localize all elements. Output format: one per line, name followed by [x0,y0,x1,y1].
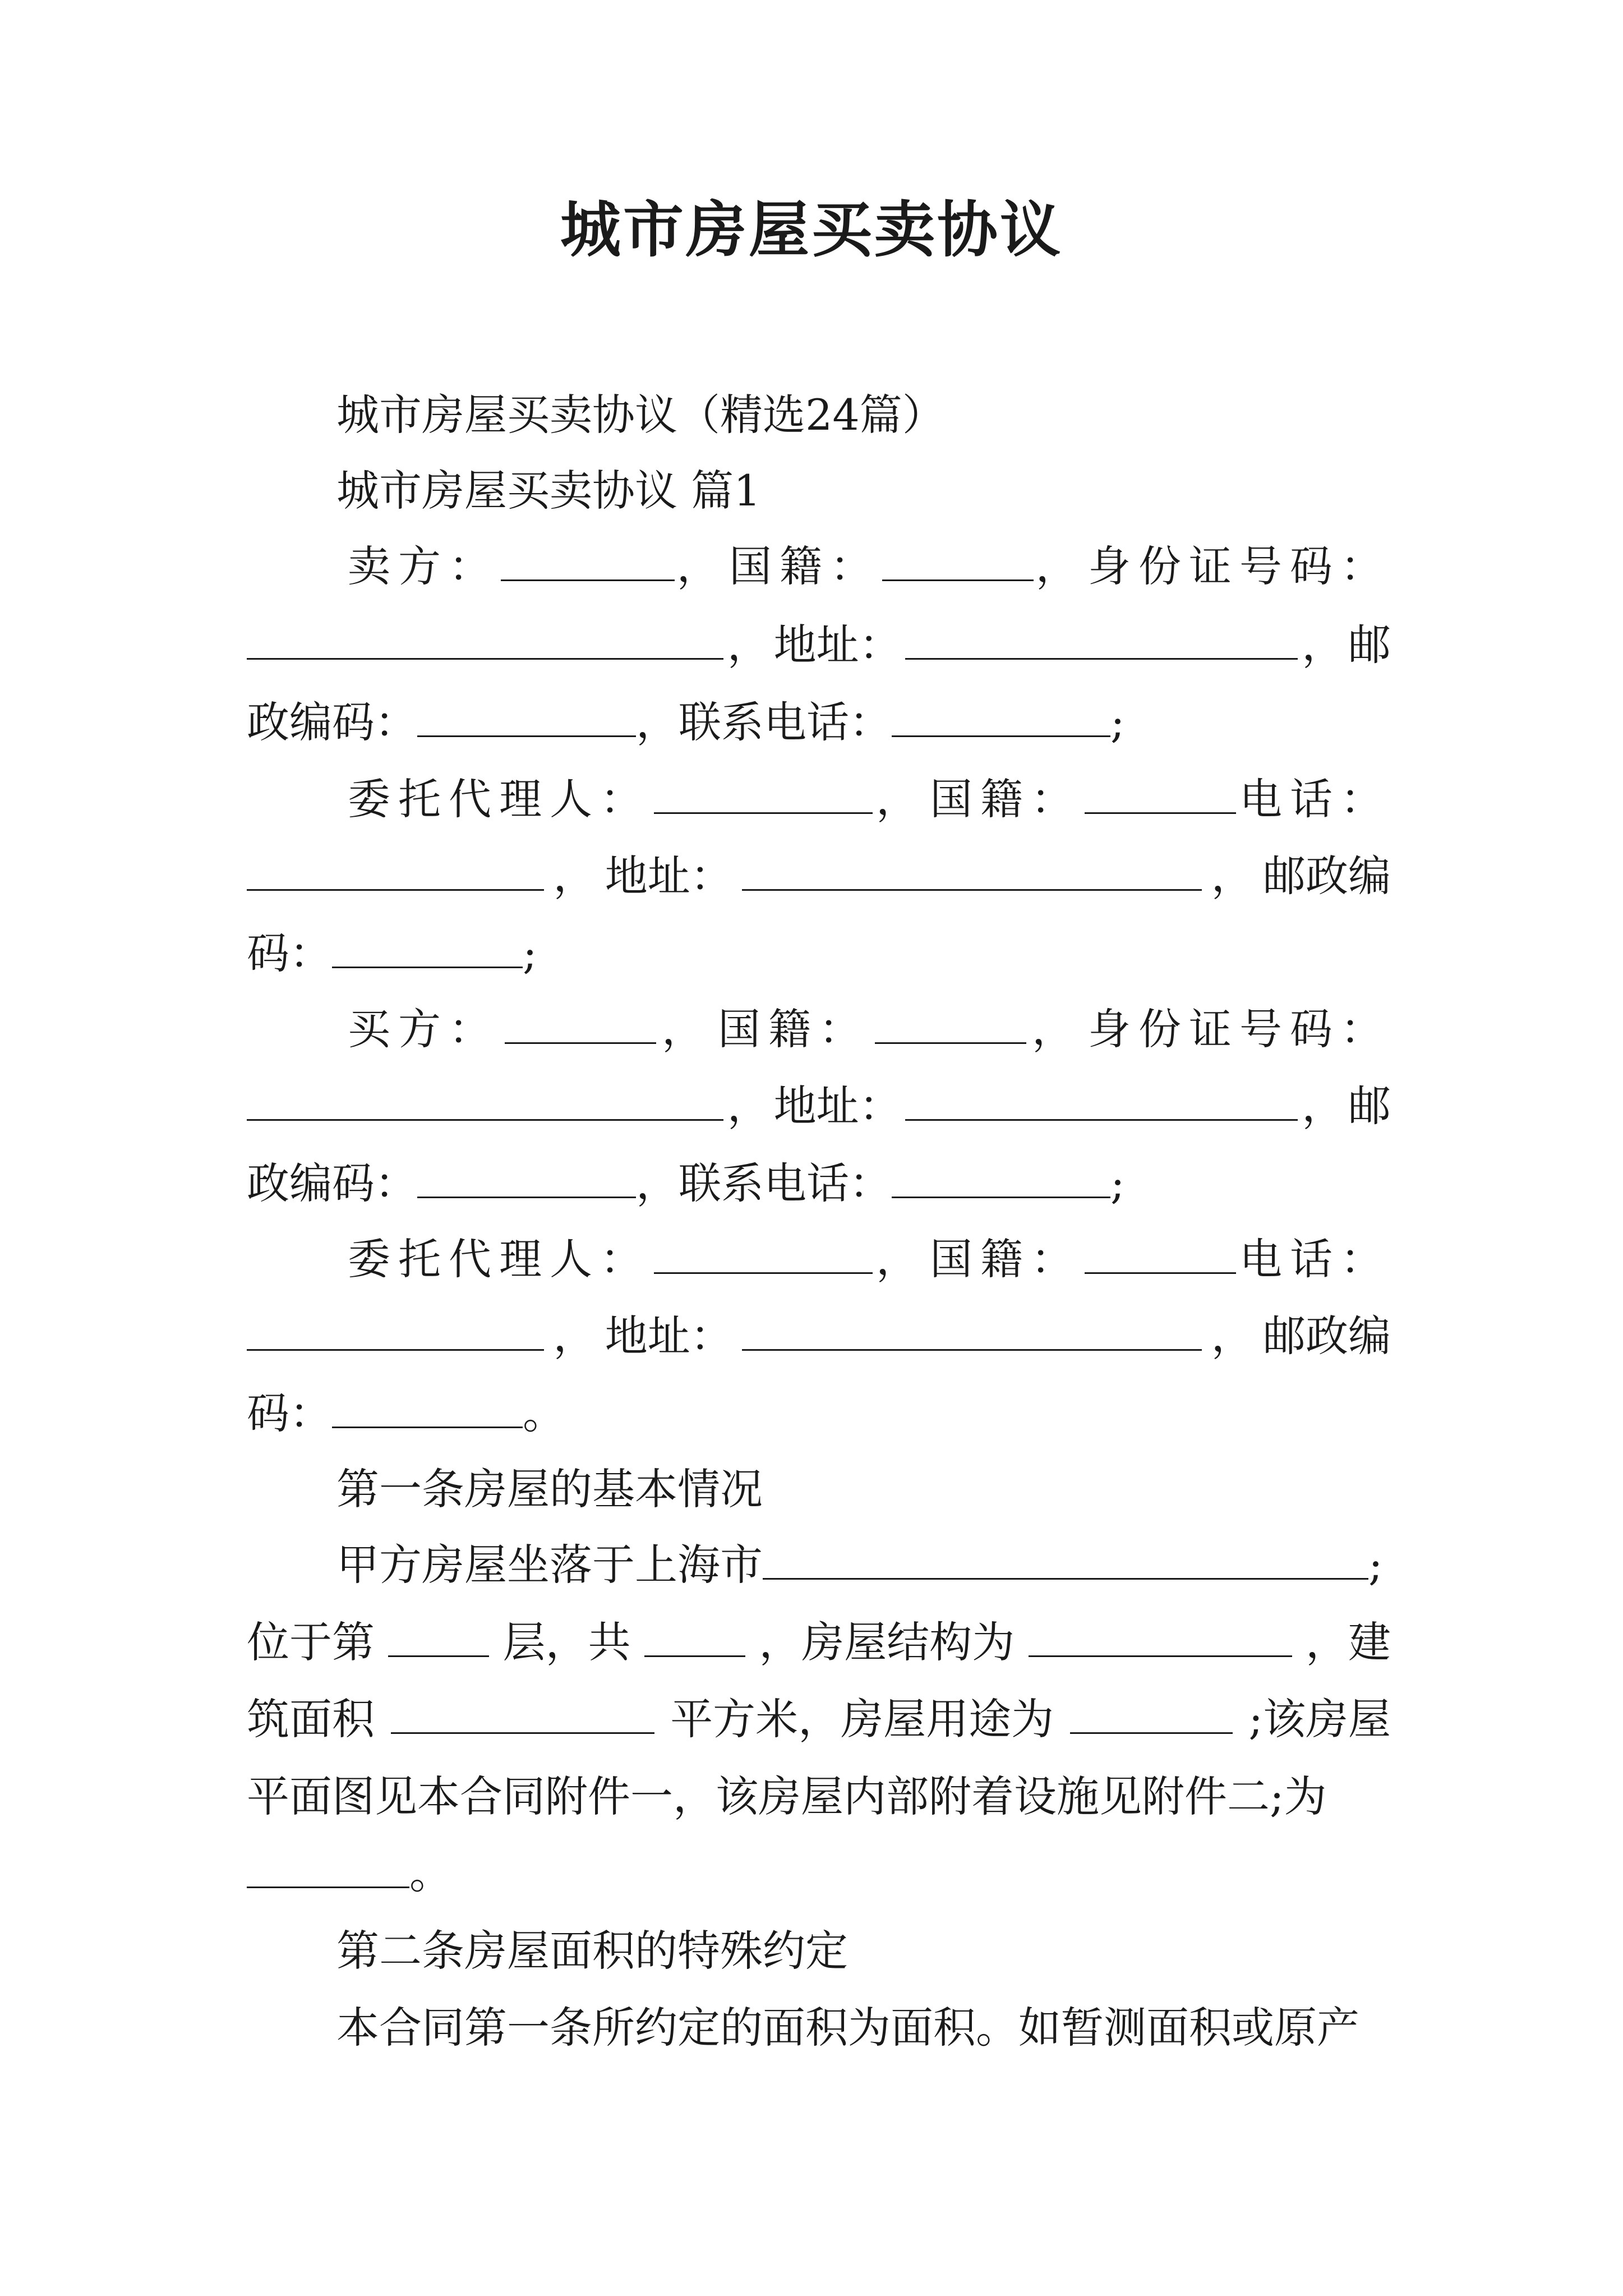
comma: ， [636,1158,679,1208]
comma: ， [1211,1311,1254,1361]
agent-line [247,848,1391,904]
id-label: 身份证号码： [1088,1004,1391,1054]
article-2-title: 第二条房屋面积的特殊约定 [336,1926,848,1976]
blank-field[interactable] [391,1692,654,1734]
article-2-text: 本合同第一条所约定的面积为面积。如暂测面积或原产 [336,2003,1359,2053]
agent-line [247,1386,1391,1442]
blank-field[interactable] [1085,1232,1236,1274]
blank-field[interactable] [654,1232,873,1274]
agent-line [348,771,1391,827]
address-label: 地址： [605,1311,733,1361]
blank-field[interactable] [505,1002,656,1044]
blank-field[interactable] [644,1615,745,1657]
ma-label: 码： [247,1388,332,1438]
blank-field[interactable] [247,1079,723,1121]
article-heading [336,1923,1391,1979]
house-label: ;该房屋 [1248,1694,1391,1744]
buyer-line [247,1156,1391,1212]
semicolon: ; [1368,1540,1383,1590]
id-label: 身份证号码： [1087,541,1391,591]
blank-field[interactable] [247,1309,544,1351]
article-line [336,1537,1402,1593]
article-line [247,1691,1391,1747]
period: 。 [523,1388,565,1438]
nationality-label: 国籍： [718,1004,869,1054]
buyer-line [348,1001,1391,1057]
blank-field[interactable] [417,1156,636,1198]
semicolon: ; [1110,697,1125,747]
blank-field[interactable] [742,1309,1202,1351]
text-line [336,387,1391,443]
agent-label: 委托代理人： [348,774,651,824]
postcode-label: 邮政编 [1262,1311,1391,1361]
section-heading: 城市房屋买卖协议 篇1 [336,466,761,516]
nationality-label: 国籍： [930,774,1081,824]
blank-field[interactable] [905,1079,1298,1121]
post-prefix: 邮 [1348,1081,1391,1131]
blank-field[interactable] [892,695,1110,737]
comma: ， [876,1234,926,1284]
agent-line [247,1308,1391,1364]
build-label: ，建 [1305,1617,1391,1667]
text-line [336,463,1391,519]
comma: ， [727,620,770,670]
comma: ， [553,851,596,901]
seller-line [247,617,1391,673]
comma: ， [662,1004,712,1054]
floor-total-label: 层，共 [502,1617,631,1667]
comma: ， [553,1311,596,1361]
tel-label: 电话： [1239,1234,1391,1284]
comma: ， [1032,1004,1082,1054]
comma: ， [676,541,727,591]
seller-line [348,539,1391,595]
article-line [247,1846,1391,1902]
phone-label: 联系电话： [679,697,892,747]
comma: ， [1211,851,1254,901]
post-prefix: 邮 [1348,620,1391,670]
nationality-label: 国籍： [728,541,880,591]
agent-line [247,926,1391,982]
blank-field[interactable] [1070,1692,1233,1734]
location-label: 甲方房屋坐落于上海市 [336,1540,763,1590]
agent-label: 委托代理人： [348,1234,651,1284]
postcode-label: 政编码： [247,1158,417,1208]
article-line [336,2000,1391,2056]
address-label: 地址： [773,1081,902,1131]
blank-field[interactable] [763,1538,1368,1580]
comma: ， [1302,620,1345,670]
blank-field[interactable] [332,926,523,968]
nationality-label: 国籍： [930,1234,1081,1284]
blank-field[interactable] [247,849,544,891]
comma: ， [876,774,926,824]
comma: ， [727,1081,770,1131]
subtitle-text: 城市房屋买卖协议（精选24篇） [336,390,945,440]
blank-field[interactable] [247,618,723,660]
semicolon: ; [1110,1158,1125,1208]
blank-field[interactable] [905,618,1298,660]
phone-label: 联系电话： [679,1158,892,1208]
floor-label: 位于第 [247,1617,375,1667]
blank-field[interactable] [1029,1615,1292,1657]
usage-label: 平方米，房屋用途为 [670,1694,1054,1744]
article-line [247,1769,1391,1825]
article-1-title: 第一条房屋的基本情况 [336,1464,763,1514]
ma-label: 码： [247,928,332,978]
tel-label: 电话： [1239,774,1391,824]
article-line [247,1614,1391,1671]
article-heading [336,1461,1391,1517]
period: 。 [409,1848,452,1898]
document-title: 城市房屋买卖协议 [560,195,1063,265]
blank-field[interactable] [1085,772,1236,814]
buyer-line [247,1078,1391,1134]
address-label: 地址： [605,851,733,901]
blank-field[interactable] [388,1615,489,1657]
semicolon: ; [523,928,537,978]
blank-field[interactable] [882,539,1034,581]
blank-field[interactable] [501,539,675,581]
blank-field[interactable] [654,772,873,814]
comma: ， [636,697,679,747]
postcode-label: 邮政编 [1262,851,1391,901]
address-label: 地址： [773,620,902,670]
blank-field[interactable] [417,695,636,737]
comma: ， [1302,1081,1345,1131]
blank-field[interactable] [247,1846,409,1888]
buyer-label: 买方： [348,1004,499,1054]
postcode-label: 政编码： [247,697,417,747]
comma: ， [1035,541,1086,591]
structure-label: ，房屋结构为 [759,1617,1015,1667]
plan-text: 平面图见本合同附件一，该房屋内部附着设施见附件二;为 [247,1772,1327,1821]
blank-field[interactable] [892,1156,1110,1198]
blank-field[interactable] [742,849,1202,891]
seller-line [247,694,1391,751]
area-label: 筑面积 [247,1694,375,1744]
seller-label: 卖方： [348,541,499,591]
agent-line [348,1231,1391,1287]
blank-field[interactable] [332,1386,523,1428]
blank-field[interactable] [875,1002,1026,1044]
